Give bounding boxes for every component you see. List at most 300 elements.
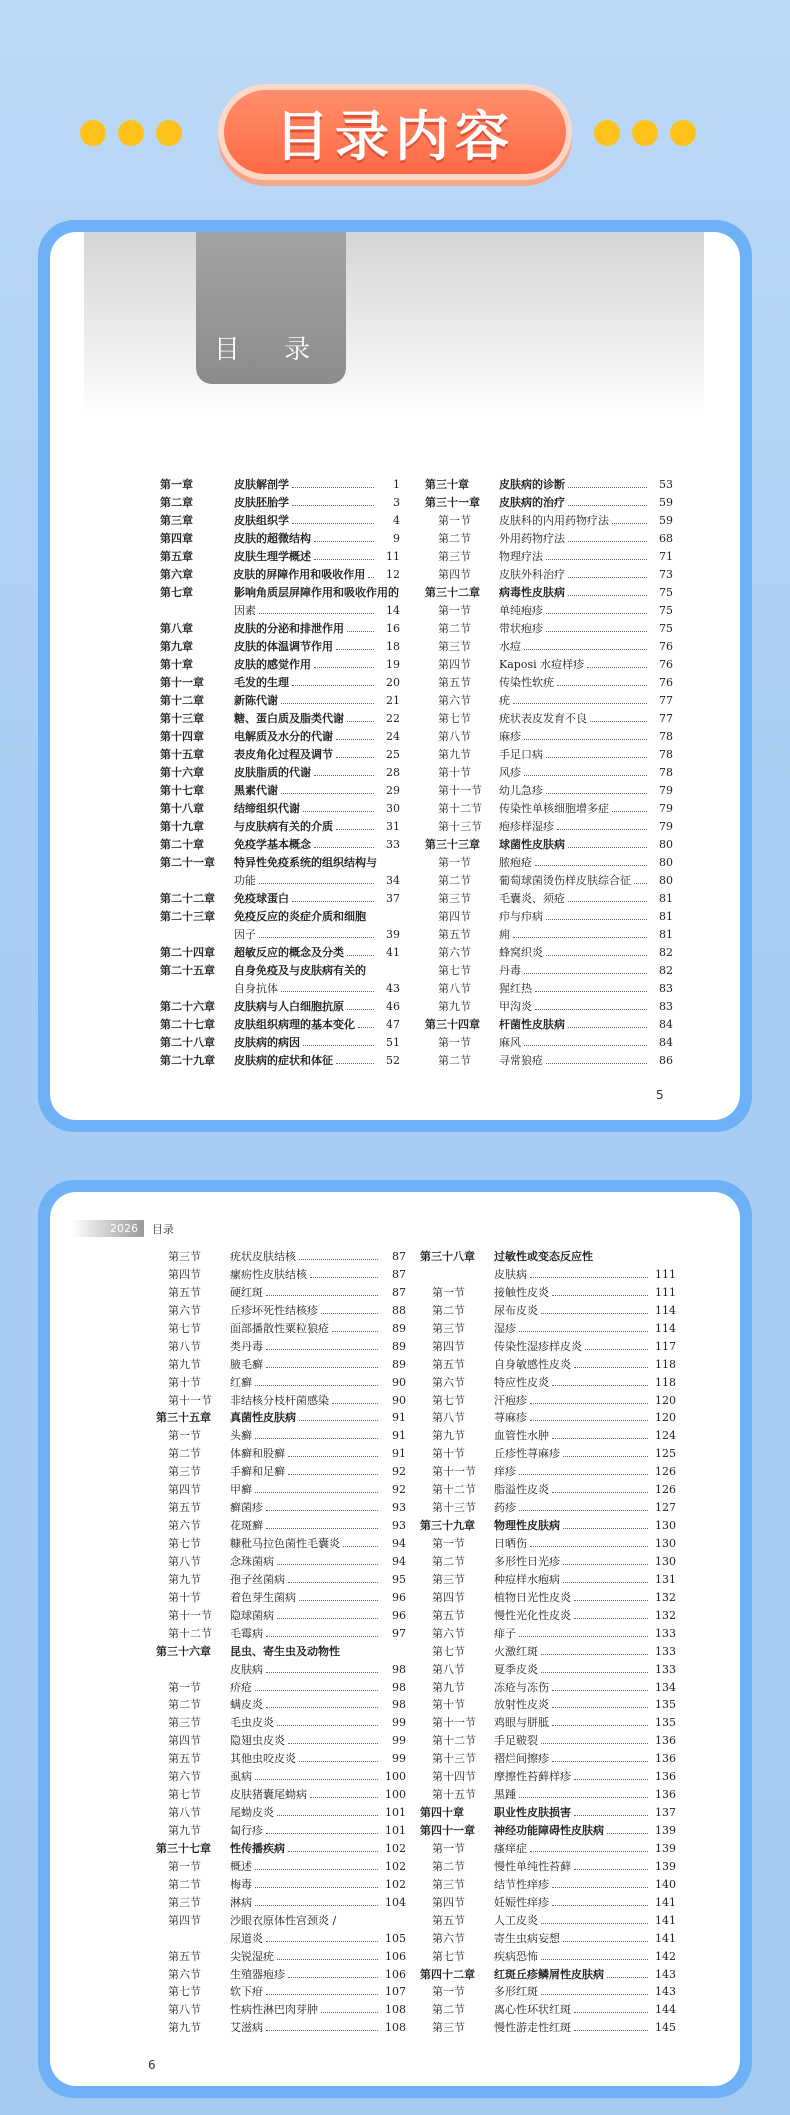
toc-entry-row — [420, 1427, 676, 1445]
entry-number: 第十五节 — [432, 1788, 476, 1802]
entry-page: 77 — [659, 712, 673, 725]
entry-title: 新陈代谢 — [234, 694, 278, 707]
dot-leader — [299, 1420, 378, 1421]
toc-entry-row — [156, 1750, 406, 1768]
toc-entry-row — [156, 1356, 406, 1374]
toc-chapter-row — [425, 1016, 673, 1034]
toc-entry-row — [420, 2001, 676, 2019]
dot-leader — [568, 541, 647, 542]
entry-number: 第三十章 — [425, 478, 469, 491]
entry-page: 25 — [386, 748, 400, 761]
entry-number: 第二十六章 — [160, 1000, 215, 1013]
entry-page: 80 — [659, 856, 673, 869]
toc-entry-row — [156, 1983, 406, 2001]
entry-title: 单纯疱疹 — [499, 604, 543, 617]
dot-leader — [546, 955, 647, 956]
entry-page: 99 — [392, 1716, 406, 1730]
toc-entry-row — [420, 1948, 676, 1966]
entry-title: 皮肤脂质的代谢 — [234, 766, 311, 779]
entry-page: 89 — [392, 1339, 406, 1353]
dot-leader — [519, 1636, 648, 1637]
entry-number: 第十一章 — [160, 676, 204, 689]
dot-leader — [568, 487, 647, 488]
entry-page: 92 — [392, 1483, 406, 1497]
banner-title: 目录内容 — [275, 104, 515, 168]
entry-number: 第八节 — [168, 2003, 201, 2017]
dot-leader — [281, 703, 374, 704]
dot-leader — [568, 595, 647, 596]
entry-page: 81 — [659, 892, 673, 905]
entry-page: 89 — [392, 1357, 406, 1371]
entry-number: 第六节 — [168, 1303, 201, 1317]
header-label: 目录 — [152, 1222, 174, 1236]
dot-leader — [574, 1600, 648, 1601]
entry-title: 皮肤解剖学 — [234, 478, 289, 491]
toc-entry-row — [156, 1858, 406, 1876]
entry-page: 84 — [659, 1018, 673, 1031]
entry-title: 疣状皮肤结核 — [230, 1250, 296, 1263]
dot-leader — [541, 1672, 648, 1673]
toc-entry-row — [156, 1553, 406, 1571]
page-2-right-column — [420, 1248, 676, 2037]
entry-title: 麻风 — [499, 1036, 521, 1049]
dot-leader — [336, 739, 374, 740]
entry-page: 143 — [655, 1967, 676, 1981]
toc-entry-row — [420, 1661, 676, 1679]
toc-entry-row — [156, 2019, 406, 2037]
entry-title: 慢性光化性皮炎 — [494, 1608, 571, 1622]
entry-number: 第二节 — [168, 1877, 201, 1891]
entry-title: 超敏反应的概念及分类 — [234, 946, 344, 959]
entry-title: 人工皮炎 — [494, 1913, 538, 1927]
entry-title: 免疫反应的炎症介质和细胞 — [234, 910, 366, 923]
entry-page: 120 — [655, 1411, 676, 1425]
dot-leader — [574, 2012, 648, 2013]
toc-page-2-card — [38, 1180, 752, 2098]
entry-page: 98 — [392, 1698, 406, 1712]
dot-leader — [574, 1367, 648, 1368]
entry-page: 43 — [386, 982, 400, 995]
toc-entry-row — [156, 1248, 406, 1266]
toc-chapter-row — [160, 854, 400, 872]
entry-title: 葡萄球菌烫伤样皮肤综合征 — [499, 874, 631, 887]
entry-page: 75 — [659, 586, 673, 599]
toc-entry-row — [420, 1499, 676, 1517]
toc-chapter-row — [160, 548, 400, 566]
entry-title: 过敏性或变态反应性 — [494, 1250, 593, 1263]
dot-leader — [332, 1403, 378, 1404]
toc-entry-row — [420, 1571, 676, 1589]
entry-page: 93 — [392, 1501, 406, 1515]
entry-number: 第五节 — [168, 1949, 201, 1963]
entry-page: 41 — [386, 946, 400, 959]
entry-page: 130 — [655, 1554, 676, 1568]
dot-leader — [519, 1331, 648, 1332]
entry-title: 电解质及水分的代谢 — [234, 730, 333, 743]
entry-page: 31 — [386, 820, 400, 833]
entry-number: 第四十一章 — [420, 1824, 475, 1837]
entry-title: 头癣 — [230, 1429, 252, 1443]
dot-leader — [541, 1743, 648, 1744]
entry-title: 皮肤病与人白细胞抗原 — [234, 1000, 344, 1013]
entry-number: 第十二章 — [160, 694, 204, 707]
entry-title: 皮肤外科治疗 — [499, 568, 565, 581]
entry-number: 第八节 — [168, 1554, 201, 1568]
toc-entry-row — [420, 1320, 676, 1338]
decor-dot-3 — [156, 120, 182, 146]
toc-chapter-row — [420, 1966, 676, 1984]
toc-entry-row — [420, 1392, 676, 1410]
toc-entry-row — [156, 1822, 406, 1840]
entry-page: 30 — [386, 802, 400, 815]
page-1-right-column — [425, 476, 673, 1070]
toc-entry-row — [420, 1607, 676, 1625]
entry-number: 第三十七章 — [156, 1841, 211, 1855]
entry-page: 127 — [655, 1501, 676, 1515]
dot-leader — [568, 577, 647, 578]
entry-page: 131 — [655, 1572, 676, 1586]
entry-title: Kaposi 水痘样疹 — [499, 658, 585, 671]
dot-leader — [259, 883, 374, 884]
entry-number: 第三十五章 — [156, 1411, 211, 1425]
entry-number: 第六节 — [168, 1967, 201, 1981]
entry-number: 第十二节 — [168, 1626, 212, 1640]
entry-title: 火激红斑 — [494, 1644, 538, 1658]
entry-number: 第十四节 — [432, 1770, 476, 1784]
toc-entry-row — [156, 1607, 406, 1625]
dot-leader — [255, 1385, 378, 1386]
toc-entry-row — [156, 1732, 406, 1750]
entry-title: 皮肤组织学 — [234, 514, 289, 527]
entry-page: 79 — [659, 784, 673, 797]
entry-page: 29 — [386, 784, 400, 797]
page-number: 6 — [148, 2058, 156, 2072]
entry-title: 手足皲裂 — [494, 1734, 538, 1748]
entry-page: 92 — [392, 1465, 406, 1479]
toc-chapter-row — [160, 494, 400, 512]
toc-chapter-row — [160, 584, 400, 602]
dot-leader — [563, 1528, 648, 1529]
dot-leader — [530, 1546, 648, 1547]
toc-chapter-row — [156, 1409, 406, 1427]
toc-entry-row — [420, 1463, 676, 1481]
entry-number: 第八节 — [168, 1806, 201, 1820]
entry-number: 第二节 — [438, 532, 471, 545]
entry-title: 湿疹 — [494, 1321, 516, 1335]
dot-leader — [336, 757, 374, 758]
entry-number: 第四十章 — [420, 1806, 464, 1820]
dot-leader — [590, 721, 647, 722]
entry-number: 第六节 — [438, 946, 471, 959]
entry-page: 16 — [386, 622, 400, 635]
toc-entry-row — [420, 1786, 676, 1804]
entry-page: 125 — [655, 1447, 676, 1461]
entry-page: 22 — [386, 712, 400, 725]
entry-title: 痈 — [499, 928, 510, 941]
entry-page: 82 — [659, 946, 673, 959]
entry-page: 124 — [655, 1429, 676, 1443]
entry-number: 第三节 — [438, 892, 471, 905]
entry-title: 幼儿急疹 — [499, 784, 543, 797]
dot-leader — [266, 1672, 378, 1673]
entry-number: 第一节 — [168, 1429, 201, 1443]
entry-title: 皮肤的超微结构 — [234, 532, 311, 545]
entry-page: 53 — [659, 478, 673, 491]
header-year: 2026 — [72, 1220, 144, 1237]
entry-page: 19 — [386, 658, 400, 671]
entry-title: 淋病 — [230, 1895, 252, 1909]
entry-title: 多形性日光疹 — [494, 1554, 560, 1568]
dot-leader — [292, 901, 374, 902]
toc-chapter-row — [420, 1517, 676, 1535]
entry-page: 84 — [659, 1036, 673, 1049]
entry-number: 第七节 — [438, 712, 471, 725]
entry-number: 第十三节 — [432, 1501, 476, 1515]
entry-title: 瘙痒症 — [494, 1841, 527, 1855]
entry-page: 133 — [655, 1662, 676, 1676]
toc-entry-row — [420, 1983, 676, 2001]
entry-number: 第二十九章 — [160, 1054, 215, 1067]
entry-number: 第十三章 — [160, 712, 204, 725]
entry-title: 疣 — [499, 694, 510, 707]
entry-page: 28 — [386, 766, 400, 779]
dot-leader — [314, 667, 374, 668]
entry-number: 第十一节 — [432, 1465, 476, 1479]
toc-chapter-row — [160, 836, 400, 854]
entry-number: 第四节 — [438, 658, 471, 671]
entry-number: 第十七章 — [160, 784, 204, 797]
entry-number: 第二十章 — [160, 838, 204, 851]
entry-title: 慢性单纯性苔藓 — [494, 1859, 571, 1873]
toc-entry-row — [420, 1894, 676, 1912]
entry-number: 第二节 — [438, 874, 471, 887]
entry-title: 皮肤胚胎学 — [234, 496, 289, 509]
toc-title: 目 录 — [213, 335, 329, 365]
toc-entry-row — [156, 1696, 406, 1714]
entry-page: 33 — [386, 838, 400, 851]
entry-title: 毛霉病 — [230, 1626, 263, 1640]
toc-chapter-row — [160, 530, 400, 548]
entry-title: 孢子丝菌病 — [230, 1572, 285, 1586]
entry-page: 87 — [392, 1267, 406, 1281]
entry-page: 80 — [659, 874, 673, 887]
page-2-left-column — [156, 1248, 406, 2037]
entry-number: 第八节 — [168, 1339, 201, 1353]
entry-page: 140 — [655, 1877, 676, 1891]
entry-title: 艾滋病 — [230, 2021, 263, 2035]
toc-entry-row — [420, 1750, 676, 1768]
entry-number: 第三节 — [432, 1321, 465, 1335]
toc-entry-row — [156, 1445, 406, 1463]
entry-page: 1 — [393, 478, 400, 491]
entry-page: 14 — [386, 604, 400, 617]
entry-page: 142 — [655, 1949, 676, 1963]
toc-entry-row — [160, 602, 400, 620]
entry-title: 皮肤生理学概述 — [234, 550, 311, 563]
entry-page: 132 — [655, 1608, 676, 1622]
entry-title: 黑素代谢 — [234, 784, 278, 797]
toc-entry-row — [420, 1481, 676, 1499]
entry-number: 第一节 — [168, 1680, 201, 1694]
entry-title: 多形红斑 — [494, 1985, 538, 1999]
toc-entry-row — [425, 908, 673, 926]
entry-page: 52 — [386, 1054, 400, 1067]
entry-title: 功能 — [234, 874, 256, 887]
entry-number: 第二十一章 — [160, 856, 215, 869]
dot-leader — [314, 541, 374, 542]
toc-entry-row — [425, 890, 673, 908]
entry-number: 第二十三章 — [160, 910, 215, 923]
entry-page: 91 — [392, 1429, 406, 1443]
dot-leader — [524, 775, 647, 776]
toc-entry-row — [420, 1625, 676, 1643]
dot-leader — [281, 991, 374, 992]
dot-leader — [634, 883, 647, 884]
entry-page: 93 — [392, 1519, 406, 1533]
toc-entry-row — [420, 1840, 676, 1858]
entry-number: 第二十七章 — [160, 1018, 215, 1031]
entry-number: 第六节 — [438, 694, 471, 707]
dot-leader — [607, 1977, 648, 1978]
toc-entry-row — [420, 1356, 676, 1374]
entry-page: 107 — [385, 1985, 406, 1999]
dot-leader — [546, 1063, 647, 1064]
entry-page: 82 — [659, 964, 673, 977]
entry-page: 106 — [385, 1967, 406, 1981]
dot-leader — [568, 901, 647, 902]
dot-leader — [266, 1994, 378, 1995]
entry-number: 第七节 — [168, 1321, 201, 1335]
dot-leader — [347, 955, 374, 956]
entry-page: 139 — [655, 1859, 676, 1873]
dot-leader — [530, 1420, 648, 1421]
entry-title: 自身敏感性皮炎 — [494, 1357, 571, 1371]
toc-chapter-row — [160, 962, 400, 980]
entry-page: 132 — [655, 1590, 676, 1604]
entry-page: 118 — [655, 1375, 676, 1389]
dot-leader — [299, 1259, 378, 1260]
entry-number: 第八章 — [160, 622, 193, 635]
dot-leader — [563, 1564, 648, 1565]
entry-title: 皮肤病 — [230, 1662, 263, 1676]
entry-number: 第九节 — [438, 748, 471, 761]
dot-leader — [288, 1851, 378, 1852]
entry-page: 34 — [386, 874, 400, 887]
entry-title: 皮肤病 — [494, 1267, 527, 1281]
entry-number: 第六节 — [432, 1931, 465, 1945]
entry-page: 101 — [385, 1824, 406, 1837]
entry-page: 76 — [659, 658, 673, 671]
entry-number: 第五节 — [168, 1752, 201, 1766]
toc-entry-row — [420, 1643, 676, 1661]
entry-title: 摩擦性苔藓样疹 — [494, 1770, 571, 1784]
entry-title: 与皮肤病有关的介质 — [234, 820, 333, 833]
toc-entry-row — [156, 1876, 406, 1894]
entry-page: 111 — [655, 1285, 676, 1299]
entry-page: 78 — [659, 730, 673, 743]
toc-entry-row — [156, 1912, 406, 1930]
entry-title: 皮肤的屏障作用和吸收作用 — [233, 568, 366, 581]
entry-number: 第十三节 — [432, 1752, 476, 1766]
toc-entry-row — [420, 1302, 676, 1320]
entry-title: 褶烂间擦疹 — [494, 1752, 549, 1766]
entry-page: 136 — [655, 1752, 676, 1766]
toc-chapter-row — [160, 1034, 400, 1052]
entry-title: 糖、蛋白质及脂类代谢 — [234, 712, 344, 725]
toc-entry-row — [160, 926, 400, 944]
entry-title: 着色芽生菌病 — [230, 1590, 296, 1604]
entry-number: 第三十三章 — [425, 838, 480, 851]
entry-page: 79 — [659, 820, 673, 833]
dot-leader — [266, 2030, 378, 2031]
toc-chapter-row — [160, 746, 400, 764]
entry-title: 糠秕马拉色菌性毛囊炎 — [230, 1537, 340, 1550]
toc-chapter-row — [160, 620, 400, 638]
dot-leader — [266, 1833, 378, 1834]
entry-title: 红癣 — [230, 1375, 252, 1389]
entry-number: 第二节 — [168, 1447, 201, 1461]
entry-page: 47 — [386, 1018, 400, 1031]
dot-leader — [292, 487, 374, 488]
dot-leader — [266, 1941, 378, 1942]
entry-title: 物理疗法 — [499, 550, 543, 563]
entry-number: 第三十一章 — [425, 496, 480, 509]
entry-title: 植物日光性皮炎 — [494, 1590, 571, 1604]
dot-leader — [336, 1063, 374, 1064]
entry-title: 概述 — [230, 1859, 252, 1873]
toc-entry-row — [156, 1535, 406, 1553]
entry-page: 136 — [655, 1788, 676, 1802]
entry-title: 体癣和股癣 — [230, 1447, 285, 1461]
dot-leader — [530, 1851, 648, 1852]
decor-dot-6 — [670, 120, 696, 146]
toc-entry-row — [420, 1876, 676, 1894]
toc-entry-row — [425, 1052, 673, 1070]
entry-title: 生殖器疱疹 — [230, 1967, 285, 1981]
entry-page: 96 — [392, 1608, 406, 1622]
dot-leader — [530, 1403, 648, 1404]
dot-leader — [574, 1869, 648, 1870]
toc-entry-row — [156, 1499, 406, 1517]
decor-dot-1 — [80, 120, 106, 146]
entry-number: 第一章 — [160, 478, 193, 491]
entry-number: 第四节 — [168, 1734, 201, 1748]
entry-page: 95 — [392, 1572, 406, 1586]
entry-page: 102 — [385, 1841, 406, 1855]
entry-page: 135 — [655, 1716, 676, 1730]
toc-entry-row — [420, 2019, 676, 2037]
dot-leader — [292, 685, 374, 686]
dot-leader — [574, 1618, 648, 1619]
entry-number: 第四节 — [432, 1895, 465, 1909]
entry-page: 97 — [392, 1626, 406, 1640]
entry-title: 传染性软疣 — [499, 676, 554, 689]
dot-leader — [546, 613, 647, 614]
entry-page: 139 — [655, 1841, 676, 1855]
title-banner — [218, 84, 572, 180]
entry-number: 第八节 — [438, 730, 471, 743]
entry-number: 第二十二章 — [160, 892, 215, 905]
toc-chapter-row — [420, 1822, 676, 1840]
entry-title: 寻常狼疮 — [499, 1054, 543, 1067]
entry-page: 59 — [659, 496, 673, 509]
toc-entry-row — [425, 710, 673, 728]
entry-title: 花斑癣 — [230, 1519, 263, 1533]
entry-title: 黑踵 — [494, 1788, 516, 1802]
entry-page: 3 — [393, 496, 400, 509]
toc-entry-row — [420, 1930, 676, 1948]
entry-number: 第四节 — [438, 910, 471, 923]
